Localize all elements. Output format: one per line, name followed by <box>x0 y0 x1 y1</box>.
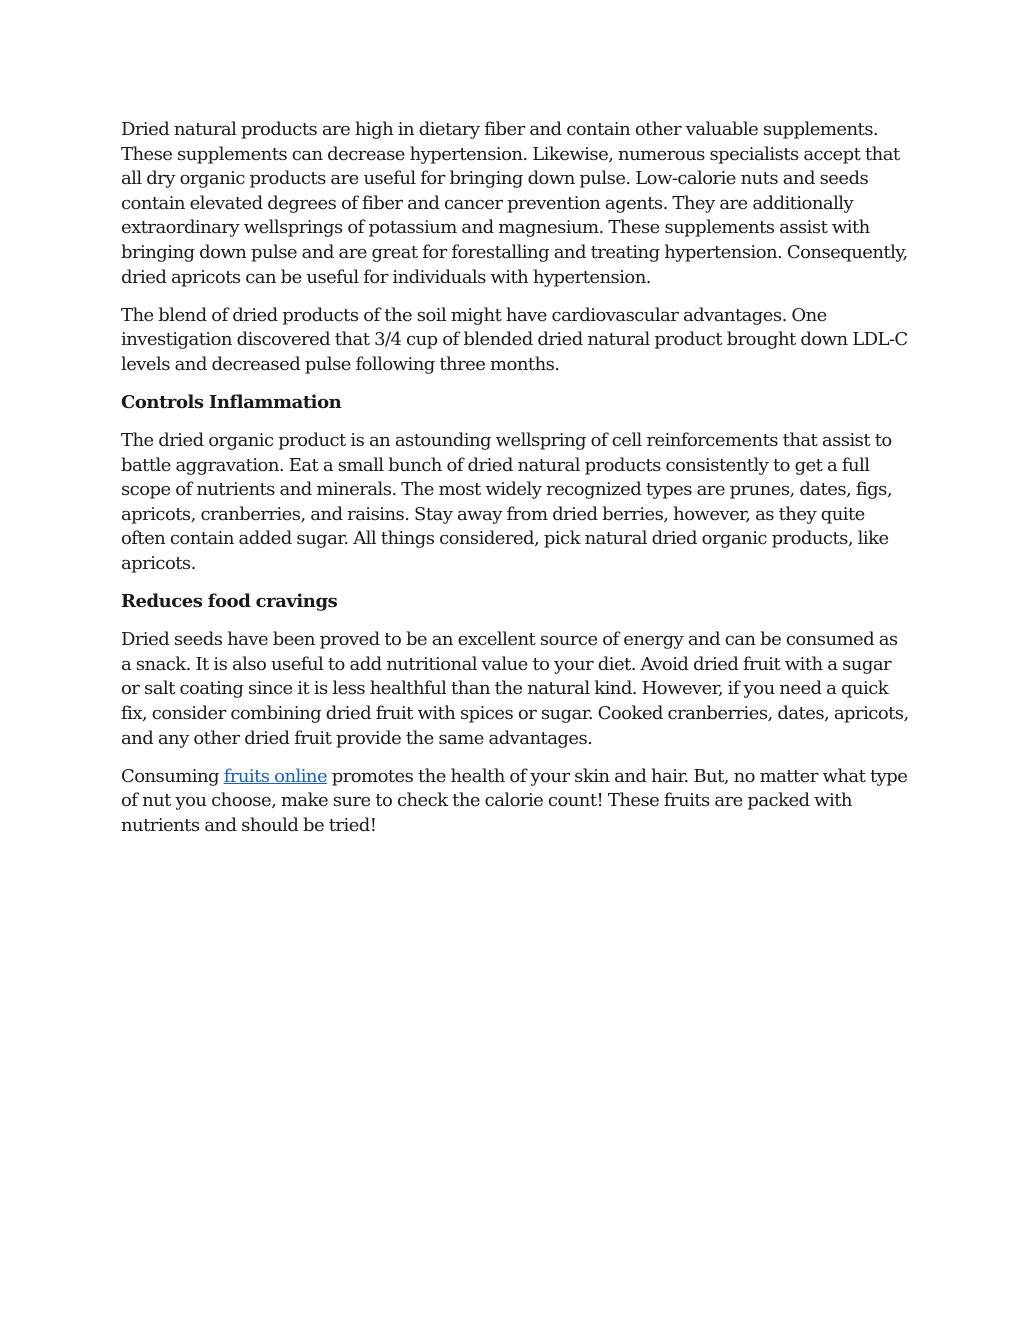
document-body <box>121 118 911 852</box>
paragraph-fruits-online <box>121 765 911 839</box>
paragraph-cardiovascular: The blend of dried products of the soil might have cardiovascular advantages. One investigation discovered that 3/4 cup of blended dried natural product brought down LDL-C levels and decreased pulse following three months. <box>121 304 908 375</box>
heading-reduces-food-cravings: Reduces food cravings <box>121 591 338 613</box>
paragraph-food-cravings: Dried seeds have been proved to be an excellent source of energy and can be consumed as a snack. It is also useful to add nutritional value to your diet. Avoid dried fruit with a sugar or salt coating since it is less healthful than the natural kind. However, if you need a quick fix, consider combining dried fruit with spices or sugar. Cooked cranberries, dates, apricots, and any other dried fruit provide the same advantages. <box>121 629 909 749</box>
paragraph-dried-fruit-fiber: Dried natural products are high in dietary fiber and contain other valuable supplements. These supplements can decrease hypertension. Likewise, numerous specialists accept that all dry organic products are useful for bringing down pulse. Low-calorie nuts and seeds contain elevated degrees of fiber and cancer prevention agents. They are additionally extraordinary wellsprings of potassium and magnesium. These supplements assist with bringing down pulse and are great for forestalling and treating hypertension. Consequently, dried apricots can be useful for individuals with hypertension. <box>121 119 908 288</box>
fruits-online-link[interactable]: fruits online <box>223 765 328 787</box>
paragraph-fruits-online-rest: promotes the health of your skin and hair. But, no matter what type of nut you choose, make sure to check the calorie count! These fruits are packed with nutrients and should be tried! <box>121 765 908 836</box>
paragraph-inflammation: The dried organic product is an astounding wellspring of cell reinforcements that assist to battle aggravation. Eat a small bunch of dried natural products consistently to get a full scope of nutrients and minerals. The most widely recognized types are prunes, dates, figs, apricots, cranberries, and raisins. Stay away from dried berries, however, as they quite often contain added sugar. All things considered, pick natural dried organic products, like apricots. <box>121 430 892 574</box>
paragraph-fruits-online-lead: Consuming <box>121 765 224 787</box>
heading-controls-inflammation: Controls Inflammation <box>121 391 342 413</box>
